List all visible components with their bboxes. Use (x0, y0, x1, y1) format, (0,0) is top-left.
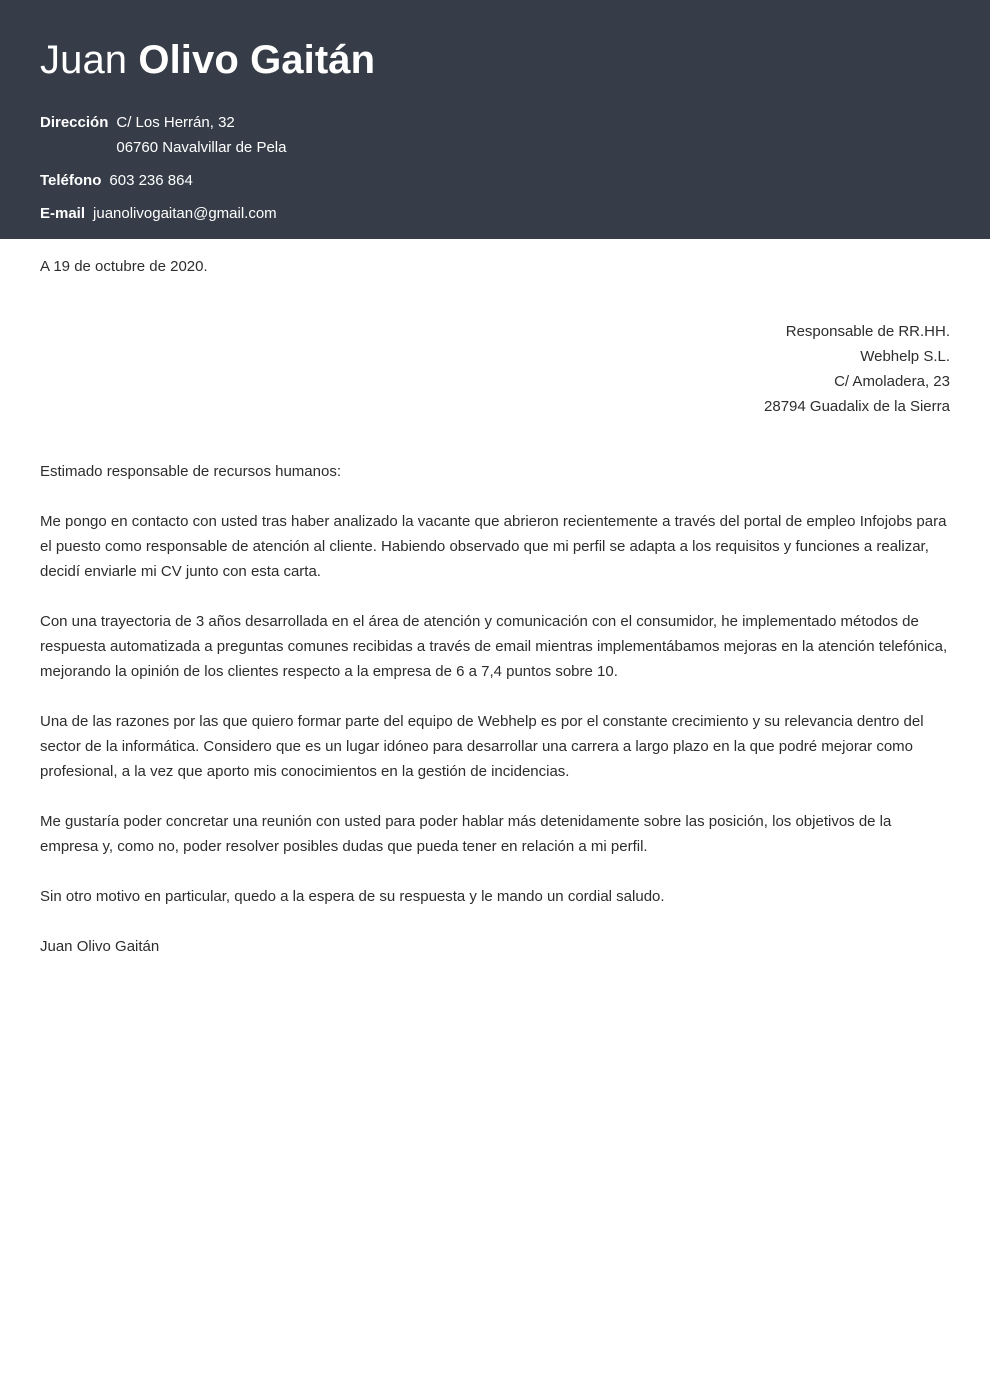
recipient-line-2: Webhelp S.L. (860, 348, 950, 365)
email-label: E-mail (40, 205, 86, 222)
phone-label: Teléfono (40, 172, 102, 189)
applicant-name (40, 38, 950, 82)
contact-details (40, 110, 950, 226)
greeting: Estimado responsable de recursos humanos: (40, 463, 341, 480)
email-value: juanolivogaitan@gmail.com (93, 205, 277, 222)
address-value (116, 110, 286, 160)
paragraph-4: Me gustaría poder concretar una reunión con usted para poder hablar más detenidamente sobre las posición, los objetivos de la empresa y, como no, poder resolver posibles dudas que pueda tener en relación a mi perfil. (40, 813, 892, 855)
address-label: Dirección (40, 114, 109, 131)
letter-header (0, 0, 990, 239)
last-name: Olivo Gaitán (138, 38, 376, 82)
paragraph-5: Sin otro motivo en particular, quedo a la espera de su respuesta y le mando un cordial saludo. (40, 888, 665, 905)
phone-value: 603 236 864 (109, 172, 193, 189)
paragraph-2: Con una trayectoria de 3 años desarrollada en el área de atención y comunicación con el consumidor, he implementado métodos de respuesta automatizada a preguntas comunes recibidas a través de email mientras implementábamos mejoras en la atención telefónica, mejorando la opinión de los clientes respecto a la empresa de 6 a 7,4 puntos sobre 10. (40, 613, 948, 680)
letter-body (0, 239, 990, 959)
address-line-1: C/ Los Herrán, 32 (116, 114, 235, 131)
address-line-2: 06760 Navalvillar de Pela (116, 139, 287, 156)
recipient-line-1: Responsable de RR.HH. (785, 323, 950, 340)
signature: Juan Olivo Gaitán (40, 938, 160, 955)
paragraph-1: Me pongo en contacto con usted tras haber analizado la vacante que abrieron recientemente a través del portal de empleo Infojobs para el puesto como responsable de atención al cliente. Habiendo observado que mi perfil se adapta a los requisitos y funciones a realizar, decidí enviarle mi CV junto con esta carta. (40, 513, 947, 580)
recipient-line-4: 28794 Guadalix de la Sierra (764, 398, 950, 415)
address-row (40, 110, 950, 160)
email-row (40, 201, 950, 226)
recipient-line-3: C/ Amoladera, 23 (834, 373, 950, 390)
first-name: Juan (40, 38, 128, 82)
paragraph-3: Una de las razones por las que quiero formar parte del equipo de Webhelp es por el constante crecimiento y su relevancia dentro del sector de la informática. Considero que es un lugar idóneo para desarrollar una carrera a largo plazo en la que podré mejorar como profesional, a la vez que aporto mis conocimientos en la gestión de incidencias. (40, 713, 924, 780)
phone-row (40, 168, 950, 193)
recipient-block (40, 319, 950, 419)
letter-date: A 19 de octubre de 2020. (40, 258, 208, 275)
